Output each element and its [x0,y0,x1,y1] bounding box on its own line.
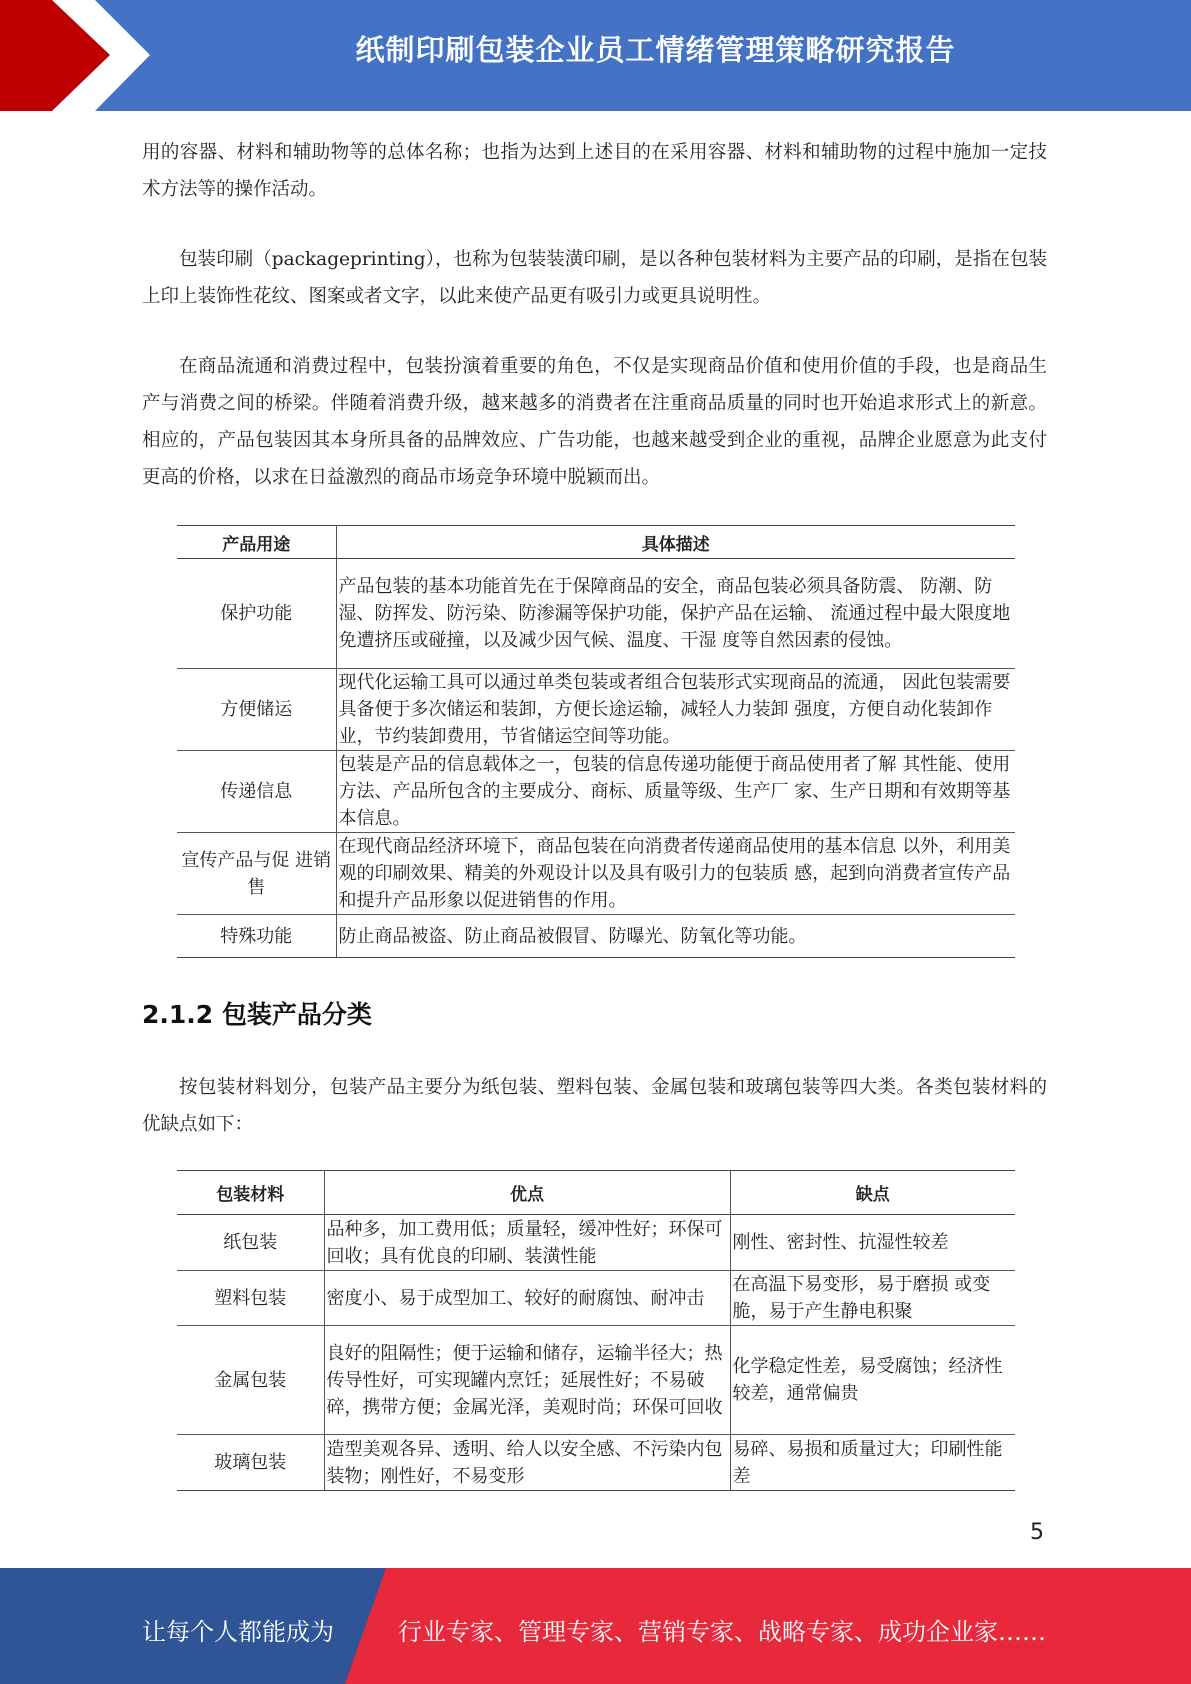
table-header-row [177,526,1015,559]
description-cell: 现代化运输工具可以通过单类包装或者组合包装形式实现商品的流通， 因此包装需要具备便于多次储运和装卸，方便长途运输，减轻人力装卸 强度，方便自动化装卸作业，节约装卸费用，节省储运空间等功能。 [336,669,1015,751]
packaging-material-table [177,1170,1015,1491]
material-cell: 玻璃包装 [177,1435,324,1491]
paragraph-intro: 用的容器、材料和辅助物等的总体名称；也指为达到上述目的在采用容器、材料和辅助物的过程中施加一定技术方法等的操作活动。 [142,142,1047,200]
table-row [177,751,1015,833]
table-row [177,1326,1015,1435]
table-row [177,669,1015,751]
section-heading: 2.1.2 包装产品分类 [142,1000,372,1029]
paragraph-packaging-role: 在商品流通和消费过程中，包装扮演着重要的角色，不仅是实现商品价值和使用价值的手段，也是商品生产与消费之间的桥梁。伴随着消费升级，越来越多的消费者在注重商品质量的同时也开始追求形式上的新意。相应的，产品包装因其本身所具备的品牌效应、广告功能，也越来越受到企业的重视，品牌企业愿意为此支付更高的价格，以求在日益激烈的商品市场竞争环境中脱颖而出。 [142,356,1047,488]
paragraph-package-printing: 包装印刷（packageprinting），也称为包装装潢印刷，是以各种包装材料为主要产品的印刷，是指在包装上印上装饰性花纹、图案或者文字，以此来使产品更有吸引力或更具说明性。 [142,249,1047,307]
pros-cell: 密度小、易于成型加工、较好的耐腐蚀、耐冲击 [324,1271,730,1326]
use-cell: 方便储运 [177,669,336,751]
document-title: 纸制印刷包装企业员工情绪管理策略研究报告 [355,33,956,67]
header-banner [0,0,1191,111]
material-cell: 塑料包装 [177,1271,324,1326]
header-cell: 具体描述 [336,526,1015,559]
paragraph-classification: 按包装材料划分，包装产品主要分为纸包装、塑料包装、金属包装和玻璃包装等四大类。各类包装材料的优缺点如下： [142,1077,1047,1135]
description-cell: 在现代商品经济环境下，商品包装在向消费者传递商品使用的基本信息 以外，利用美观的印刷效果、精美的外观设计以及具有吸引力的包装质 感，起到向消费者宣传产品和提升产品形象以促进销售的作用。 [336,833,1015,915]
table-row [177,833,1015,915]
use-cell: 特殊功能 [177,915,336,958]
header-cell: 产品用途 [177,526,336,559]
product-use-table [177,525,1015,958]
use-cell: 传递信息 [177,751,336,833]
footer-slogan-right: 行业专家、管理专家、营销专家、战略专家、成功企业家…… [398,1618,1046,1646]
table-row [177,1435,1015,1491]
description-cell: 包装是产品的信息载体之一，包装的信息传递功能便于商品使用者了解 其性能、使用方法、产品所包含的主要成分、商标、质量等级、生产厂 家、生产日期和有效期等基本信息。 [336,751,1015,833]
page-number: 5 [1030,1520,1044,1545]
description-cell: 产品包装的基本功能首先在于保障商品的安全，商品包装必须具备防震、 防潮、防湿、防挥发、防污染、防渗漏等保护功能，保护产品在运输、 流通过程中最大限度地免遭挤压或碰撞，以及减少因气候、温度、干湿 度等自然因素的侵蚀。 [336,559,1015,669]
cons-cell: 易碎、易损和质量过大；印刷性能差 [730,1435,1015,1491]
table-row [177,559,1015,669]
pros-cell: 良好的阻隔性；便于运输和储存，运输半径大；热传导性好，可实现罐内烹饪；延展性好；不易破碎，携带方便；金属光泽，美观时尚；环保可回收 [324,1326,730,1435]
table-row [177,1271,1015,1326]
header-cell: 包装材料 [177,1171,324,1215]
header-cell: 优点 [324,1171,730,1215]
material-cell: 纸包装 [177,1215,324,1271]
cons-cell: 在高温下易变形，易于磨损 或变脆，易于产生静电积聚 [730,1271,1015,1326]
pros-cell: 品种多，加工费用低；质量轻，缓冲性好；环保可回收；具有优良的印刷、装潢性能 [324,1215,730,1271]
footer-slogan-left: 让每个人都能成为 [142,1618,334,1646]
footer-banner [0,1568,1191,1684]
table-header-row [177,1171,1015,1215]
pros-cell: 造型美观各异、透明、给人以安全感、不污染内包装物；刚性好，不易变形 [324,1435,730,1491]
table-row [177,915,1015,958]
table-row [177,1215,1015,1271]
description-cell: 防止商品被盗、防止商品被假冒、防曝光、防氧化等功能。 [336,915,1015,958]
use-cell: 宣传产品与促 进销售 [177,833,336,915]
material-cell: 金属包装 [177,1326,324,1435]
cons-cell: 化学稳定性差，易受腐蚀；经济性较差，通常偏贵 [730,1326,1015,1435]
use-cell: 保护功能 [177,559,336,669]
cons-cell: 刚性、密封性、抗湿性较差 [730,1215,1015,1271]
header-cell: 缺点 [730,1171,1015,1215]
